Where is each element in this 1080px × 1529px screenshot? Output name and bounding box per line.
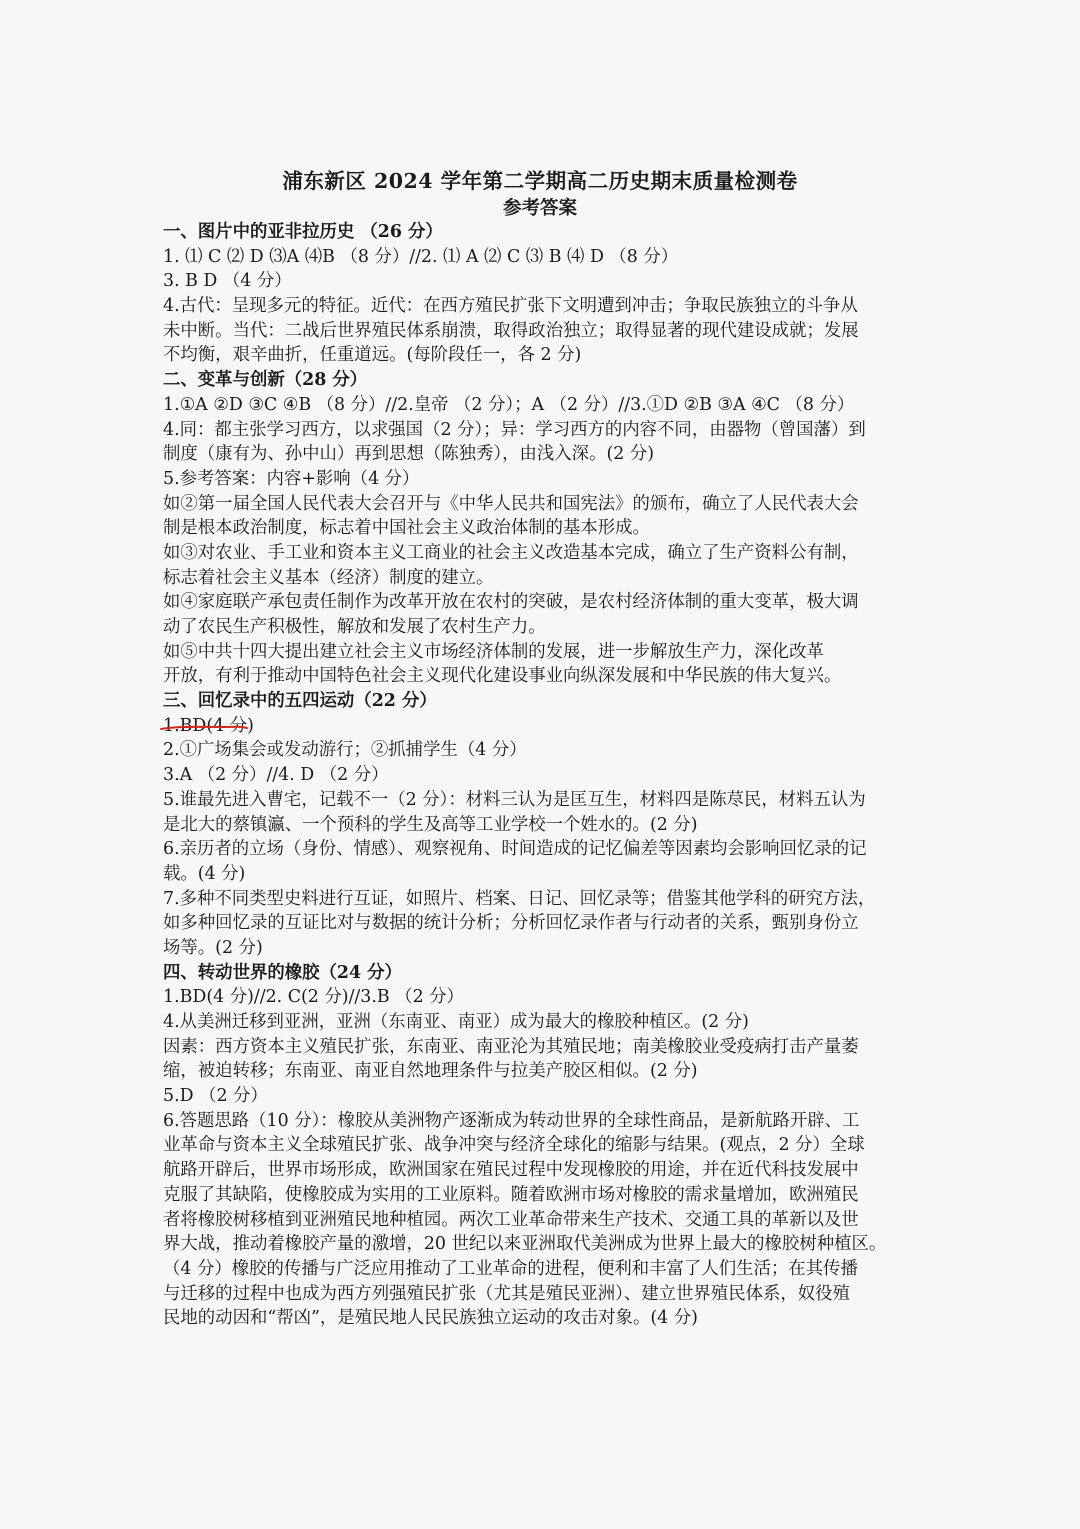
- answer-line: 如②第一届全国人民代表大会召开与《中华人民共和国宪法》的颁布，确立了人民代表大会: [163, 493, 859, 514]
- answer-line: [163, 714, 923, 739]
- answer-line: （4 分）橡胶的传播与广泛应用推动了工业革命的进程，便利和丰富了人们生活；在其传播: [163, 1258, 858, 1279]
- answer-line: 界大战，推动着橡胶产量的激增，20 世纪以来亚洲取代美洲成为世界上最大的橡胶树种植区。: [163, 1234, 887, 1255]
- answer-line: 4.古代：呈现多元的特征。近代：在西方殖民扩张下文明遭到冲击；争取民族独立的斗争从: [163, 296, 858, 317]
- answer-line: 7.多种不同类型史料进行互证，如照片、档案、日记、回忆录等；借鉴其他学科的研究方法，: [163, 888, 876, 909]
- answer-line: 与迁移的过程中也成为西方列强殖民扩张（尤其是殖民亚洲）、建立世界殖民体系，奴役殖: [163, 1283, 850, 1304]
- section-heading: 一、图片中的亚非拉历史 （26 分）: [163, 222, 443, 242]
- answer-line: 克服了其缺陷，使橡胶成为实用的工业原料。随着欧洲市场对橡胶的需求量增加，欧洲殖民: [163, 1184, 859, 1205]
- document-subtitle: 参考答案: [502, 198, 577, 219]
- answer-line: 制度（康有为、孙中山）再到思想（陈独秀），由浅入深。(2 分): [163, 444, 655, 465]
- answer-line: 4.同：都主张学习西方，以求强国（2 分）；异：学习西方的内容不同，由器物（曾国藩）到: [163, 419, 866, 440]
- answer-line: 如④家庭联产承包责任制作为改革开放在农村的突破，是农村经济体制的重大变革，极大调: [163, 592, 859, 613]
- answer-line: 因素：西方资本主义殖民扩张，东南亚、南亚沦为其殖民地；南美橡胶业受疫病打击产量萎: [163, 1036, 859, 1057]
- answer-line: 民地的动因和“帮凶”，是殖民地人民民族独立运动的攻击对象。(4 分): [163, 1308, 698, 1329]
- answer-line: 业革命与资本主义全球殖民扩张、战争冲突与经济全球化的缩影与结果。(观点，2 分）全球: [163, 1135, 865, 1156]
- answer-line: 如⑤中共十四大提出建立社会主义市场经济体制的发展，进一步解放生产力，深化改革: [163, 641, 824, 662]
- answer-line: 如多种回忆录的互证比对与数据的统计分析；分析回忆录作者与行动者的关系，甄别身份立: [163, 913, 859, 934]
- answer-line: 场等。(2 分): [163, 937, 263, 958]
- answer-line: 者将橡胶树移植到亚洲殖民地种植园。两次工业革命带来生产技术、交通工具的革新以及世: [163, 1209, 859, 1230]
- answer-line: 标志着社会主义基本（经济）制度的建立。: [163, 567, 494, 588]
- answer-line: 3.A （2 分）//4. D （2 分）: [163, 765, 389, 786]
- answer-line: 3. B D （4 分）: [163, 271, 292, 292]
- answer-line: 1.①A ②D ③C ④B （8 分）//2.皇帝 （2 分）；A （2 分）//3.①D ②B ③A ④C （8 分）: [163, 394, 855, 415]
- answer-line: 未中断。当代：二战后世界殖民体系崩溃，取得政治独立；取得显著的现代建设成就；发展: [163, 320, 859, 341]
- answer-line: 5.D （2 分）: [163, 1086, 268, 1107]
- section-heading: 三、回忆录中的五四运动（22 分）: [163, 691, 437, 712]
- document-title: 浦东新区 2024 学年第二学期高二历史期末质量检测卷: [282, 169, 798, 193]
- answer-line: 制是根本政治制度，标志着中国社会主义政治体制的基本形成。: [163, 518, 650, 539]
- answer-line: 6.答题思路（10 分）：橡胶从美洲物产逐渐成为转动世界的全球性商品，是新航路开辟、工: [163, 1110, 860, 1131]
- answer-line: 1.BD(4 分)//2. C(2 分)//3.B （2 分）: [163, 987, 464, 1008]
- answer-line: 如③对农业、手工业和资本主义工商业的社会主义改造基本完成，确立了生产资料公有制，: [163, 542, 859, 563]
- answer-line: 开放，有利于推动中国特色社会主义现代化建设事业向纵深发展和中华民族的伟大复兴。: [163, 666, 842, 687]
- answer-line: 航路开辟后，世界市场形成，欧洲国家在殖民过程中发现橡胶的用途，并在近代科技发展中: [163, 1160, 859, 1181]
- answer-line: 1. ⑴ C ⑵ D ⑶A ⑷B （8 分）//2. ⑴ A ⑵ C ⑶ B ⑷ D （8 分）: [163, 246, 679, 267]
- answer-line: 动了农民生产积极性，解放和发展了农村生产力。: [163, 617, 546, 637]
- answer-line: 5.谁最先进入曹宅，记载不一（2 分）：材料三认为是匡互生，材料四是陈荩民，材料五认为: [163, 789, 866, 810]
- answer-line: 6.亲历者的立场（身份、情感）、观察视角、时间造成的记忆偏差等因素均会影响回忆录的记: [163, 839, 867, 860]
- answer-line: 缩，被迫转移；东南亚、南亚自然地理条件与拉美产胶区相似。(2 分): [163, 1061, 698, 1082]
- answer-line: 4.从美洲迁移到亚洲，亚洲（东南亚、南亚）成为最大的橡胶种植区。(2 分): [163, 1012, 749, 1032]
- answer-line: 载。(4 分): [163, 863, 246, 884]
- answer-line: 不均衡，艰辛曲折，任重道远。(每阶段任一，各 2 分): [163, 345, 582, 366]
- answer-line: 是北大的蔡镇瀛、一个预科的学生及高等工业学校一个姓水的。(2 分): [163, 814, 698, 835]
- section-heading: 四、转动世界的橡胶（24 分）: [163, 962, 402, 983]
- answer-content: [163, 220, 923, 1331]
- struck-answer-text: 1.BD(4 分): [163, 715, 254, 736]
- answer-line: 2.①广场集会或发动游行；②抓捕学生（4 分）: [163, 740, 527, 761]
- struck-answer: [163, 714, 254, 739]
- section-heading: 二、变革与创新（28 分）: [163, 370, 368, 391]
- answer-line: 5.参考答案：内容+影响（4 分）: [163, 468, 420, 489]
